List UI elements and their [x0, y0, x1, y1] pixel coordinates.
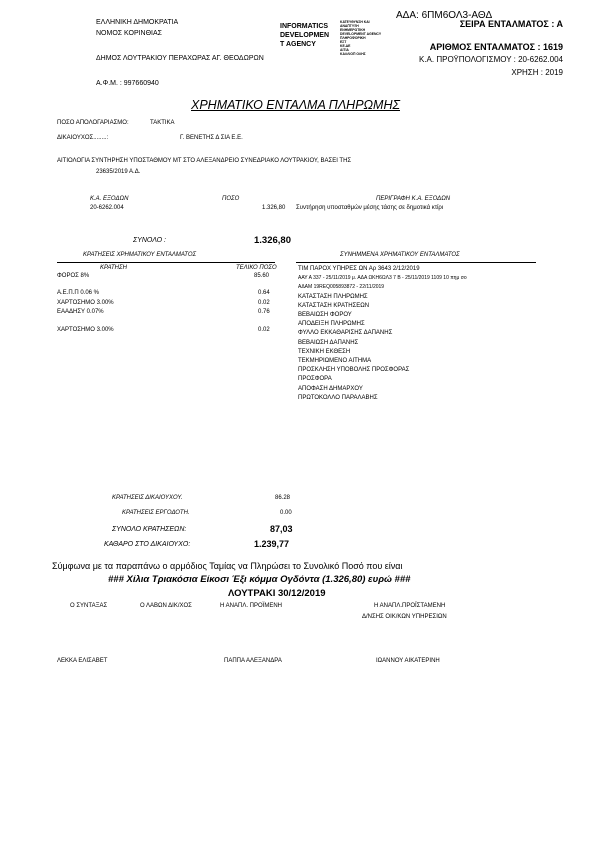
signature-role-deputy: Η ΑΝΑΠΛ. ΠΡΟΪΜΕΝΗ: [220, 603, 283, 609]
attached-item: ΠΡΩΤΟΚΟΛΛΟ ΠΑΡΑΛΑΒΗΣ: [298, 394, 378, 401]
reason-line-1: ΑΙΤΙΟΛΟΓΙΑ ΣΥΝΤΗΡΗΣΗ ΥΠΟΣΤΑΘΜΟΥ ΜΤ ΣΤΟ ΑΛΕΞΑΝΔΡΕΙΟ ΣΥΝΕΔΡΙΑΚΟ ΛΟΥΤΡΑΚΙΟΥ, ΒΑΣΕΙ ΤΗΣ: [57, 158, 352, 164]
attached-item: ΑΔΑΜ 19REQ005893872 - 22/11/2019: [298, 284, 385, 291]
series-label: ΣΕΙΡΑ ΕΝΤΑΛΜΑΤΟΣ : Α: [459, 19, 563, 29]
agency-small-line: ΚΑΛΛΙΟΠ ΟΛΗΣ: [340, 52, 366, 56]
attached-item: ΤΙΜ ΠΑΡΟΧ ΥΠΗΡΕΣ ΩΝ Αρ 3643 2/12/2019: [298, 266, 420, 272]
withholding-amount: 0.02: [258, 300, 270, 306]
withholding-amount: 0.64: [258, 290, 270, 296]
withholding-amount: 0.76: [258, 309, 270, 315]
attached-list: [298, 265, 467, 403]
budget-code: Κ.Α. ΠΡΟΫΠΟΛΟΓΙΣΜΟΥ : 20-6262.004: [419, 55, 563, 64]
withholding-name: ΧΑΡΤΟΣΗΜΟ 3.00%: [57, 300, 114, 306]
employer-withholdings-label: ΚΡΑΤΗΣΕΙΣ ΕΡΓΟΔΟΤΗ.: [122, 510, 190, 516]
signatory-name: ΙΩΑΝΝΟΥ ΑΙΚΑΤΕΡΙΝΗ: [376, 658, 440, 664]
attached-item: ΤΕΚΜΗΡΙΩΜΕΝΟ ΑΙΤΗΜΑ: [298, 358, 372, 365]
fiscal-year: ΧΡΗΣΗ : 2019: [511, 68, 563, 77]
agency-small-line: ΑΝΑΠΤΥΞΗ: [340, 24, 359, 28]
withholding-amount: 0.02: [258, 327, 270, 333]
expense-amount-header: ΠΟΣΟ: [222, 196, 240, 202]
attached-item: ΒΕΒΑΙΩΣΗ ΦΟΡΟΥ: [298, 312, 352, 319]
place-date: ΛΟΥΤΡΑΚΙ 30/12/2019: [228, 588, 326, 599]
attached-divider: [296, 262, 536, 263]
attached-item: ΑΑΥ Α 337 - 25/11/2019 μ. ΑΔΑ ΩΚΗ6ΩΛ3 7 Β - 25/11/2019 1109 10 πημ σο: [298, 275, 467, 282]
total-withholdings-value: 87,03: [270, 524, 293, 534]
agency-small-line: ΠΛΗΡΟΦΟΡΙΚΗ: [340, 36, 366, 40]
withholding-amount: 85.60: [254, 273, 270, 279]
total-label: ΣΥΝΟΛΟ :: [133, 237, 166, 244]
signature-role-receiver: Ο ΛΑΒΩΝ ΔΙΚ/ΧΟΣ: [140, 603, 192, 609]
signature-role-deputy-head: Η ΑΝΑΠΛ.ΠΡΟΪΣΤΑΜΕΝΗ: [374, 603, 446, 609]
agency-line: T AGENCY: [280, 41, 316, 48]
document-title: [0, 98, 595, 112]
agency-small-line: DEVELOPMENT AGENCY: [340, 32, 382, 36]
attached-item: ΒΕΒΑΙΩΣΗ ΔΑΠΑΝΗΣ: [298, 339, 359, 346]
agency-line: INFORMATICS: [280, 23, 329, 30]
total-withholdings-label: ΣΥΝΟΛΟ ΚΡΑΤΗΣΕΩΝ:: [112, 526, 187, 533]
beneficiary-value: Γ. ΒΕΝΕΤΗΣ Δ ΣΙΑ Ε.Ε.: [180, 135, 243, 141]
poso-label: ΠΟΣΟ ΑΠΟΛΟΓΑΡΙΑΣΜΟ:: [57, 120, 129, 126]
attached-item: ΦΥΛΛΟ ΕΚΚΑΘΑΡΙΣΗΣ ΔΑΠΑΝΗΣ: [298, 330, 393, 337]
reason-line-2: 23635/2019 Α.Δ.: [96, 169, 141, 175]
net-amount-value: 1.239,77: [254, 539, 290, 549]
withholdings-title: ΚΡΑΤΗΣΕΙΣ ΧΡΗΜΑΤΙΚΟΥ ΕΝΤΑΛΜΑΤΟΣ: [83, 252, 197, 258]
republic-label: ΕΛΛΗΝΙΚΗ ΔΗΜΟΚΡΑΤΙΑ: [96, 19, 179, 26]
agency-small-text: [340, 20, 381, 56]
agency-small-line: ΕΝΗΜΕΡΩΤΙΚΗ: [340, 28, 366, 32]
withholdings-divider: [57, 262, 275, 263]
attached-item: ΚΑΤΑΣΤΑΣΗ ΠΛΗΡΩΜΗΣ: [298, 293, 368, 300]
employer-withholdings-value: 0.00: [280, 510, 292, 516]
withholdings-col-amount: ΤΕΛΙΚΟ ΠΟΣΟ: [236, 265, 277, 271]
mandate-number: ΑΡΙΘΜΟΣ ΕΝΤΑΛΜΑΤΟΣ : 1619: [429, 42, 563, 52]
agency-small-line: ΚΑΤΕΥΘΥΝΣΗ ΚΑΙ: [340, 20, 370, 24]
document-title-text: ΧΡΗΜΑΤΙΚΟ ΕΝΤΑΛΜΑ ΠΛΗΡΩΜΗΣ: [191, 98, 400, 112]
expense-code-header: Κ.Α. ΕΞΟΔΩΝ: [90, 196, 129, 202]
poso-value: ΤΑΚΤΙΚΑ: [150, 120, 175, 126]
agency-logo: [280, 22, 329, 49]
prefecture-label: ΝΟΜΟΣ ΚΟΡΙΝΘΙΑΣ: [96, 30, 163, 37]
signatory-name: ΠΑΠΠΑ ΑΛΕΞΑΝΔΡΑ: [224, 658, 282, 664]
withholdings-col-name: ΚΡΑΤΗΣΗ: [100, 265, 127, 271]
signatory-name: ΛΕΚΚΑ ΕΛΙΣΑΒΕΤ: [57, 658, 108, 664]
attached-item: ΠΡΟΣΚΛΗΣΗ ΥΠΟΒΟΛΗΣ ΠΡΟΣΦΟΡΑΣ: [298, 367, 410, 374]
expense-code: 20-6262.004: [90, 205, 124, 211]
withholding-name: ΕΑΑΔΗΣΥ 0.07%: [57, 309, 104, 315]
agency-line: DEVELOPMEN: [280, 32, 330, 39]
ada-code: ΑΔΑ: 6ΠΜ6ΟΛ3-ΑΘΔ: [396, 10, 493, 21]
attached-item: ΑΠΟΔΕΙΞΗ ΠΛΗΡΩΜΗΣ: [298, 321, 365, 328]
beneficiary-label: ΔΙΚΑΙΟΥΧΟΣ........:: [57, 135, 109, 141]
attached-item: ΚΑΤΑΣΤΑΣΗ ΚΡΑΤΗΣΕΩΝ: [298, 302, 370, 309]
agency-small-line: ΕΣΤ: [340, 40, 347, 44]
expense-description-header: ΠΕΡΙΓΡΑΦΗ Κ.Α. ΕΞΟΔΩΝ: [376, 196, 451, 202]
withholding-name: ΧΑΡΤΟΣΗΜΟ 3.00%: [57, 327, 114, 333]
expense-amount: 1.326,80: [262, 205, 286, 211]
municipality-label: ΔΗΜΟΣ ΛΟΥΤΡΑΚΙΟΥ ΠΕΡΑΧΩΡΑΣ ΑΓ. ΘΕΟΔΩΡΩΝ: [96, 55, 264, 62]
attached-title: ΣΥΝΗΜΜΕΝΑ ΧΡΗΜΑΤΙΚΟΥ ΕΝΤΑΛΜΑΤΟΣ: [340, 252, 460, 258]
signature-role-compiler: Ο ΣΥΝΤΑΞΑΣ: [70, 603, 108, 609]
agency-small-line: ΚΕ.ΔΕ: [340, 44, 351, 48]
withholding-name: ΦΟΡΟΣ 8%: [57, 273, 90, 279]
beneficiary-withholdings-value: 86.28: [275, 495, 291, 501]
signature-role-department: Δ/ΝΣΗΣ ΟΙΚ/ΚΩΝ ΥΠΗΡΕΣΙΩΝ: [362, 614, 447, 620]
afm-label: Α.Φ.Μ. : 997660940: [96, 80, 159, 87]
amount-in-words: ### Χίλια Τριακόσια Είκοσι Έξι κόμμα Ογδόντα (1.326,80) ευρώ ###: [108, 574, 411, 585]
expense-description: Συντήρηση υποσταθμών μέσης τάσης σε δημοτικά κτίρι: [296, 205, 444, 211]
beneficiary-withholdings-label: ΚΡΑΤΗΣΕΙΣ ΔΙΚΑΙΟΥΧΟΥ.: [112, 495, 183, 501]
total-value: 1.326,80: [254, 235, 291, 246]
payment-statement: Σύμφωνα με τα παραπάνω ο αρμόδιος Ταμίας να Πληρώσει το Συνολικό Ποσό που είναι: [52, 561, 403, 571]
agency-small-line: ΑΙΤΙΑ: [340, 48, 349, 52]
attached-item: ΤΕΧΝΙΚΗ ΕΚΘΕΣΗ: [298, 348, 351, 355]
attached-item: ΠΡΟΣΦΟΡΑ: [298, 376, 332, 383]
attached-item: ΑΠΟΦΑΣΗ ΔΗΜΑΡΧΟΥ: [298, 385, 363, 392]
withholding-name: Α.Ε.Π.Π 0.06 %: [57, 290, 100, 296]
net-amount-label: ΚΑΘΑΡΟ ΣΤΟ ΔΙΚΑΙΟΥΧΟ:: [104, 541, 191, 548]
